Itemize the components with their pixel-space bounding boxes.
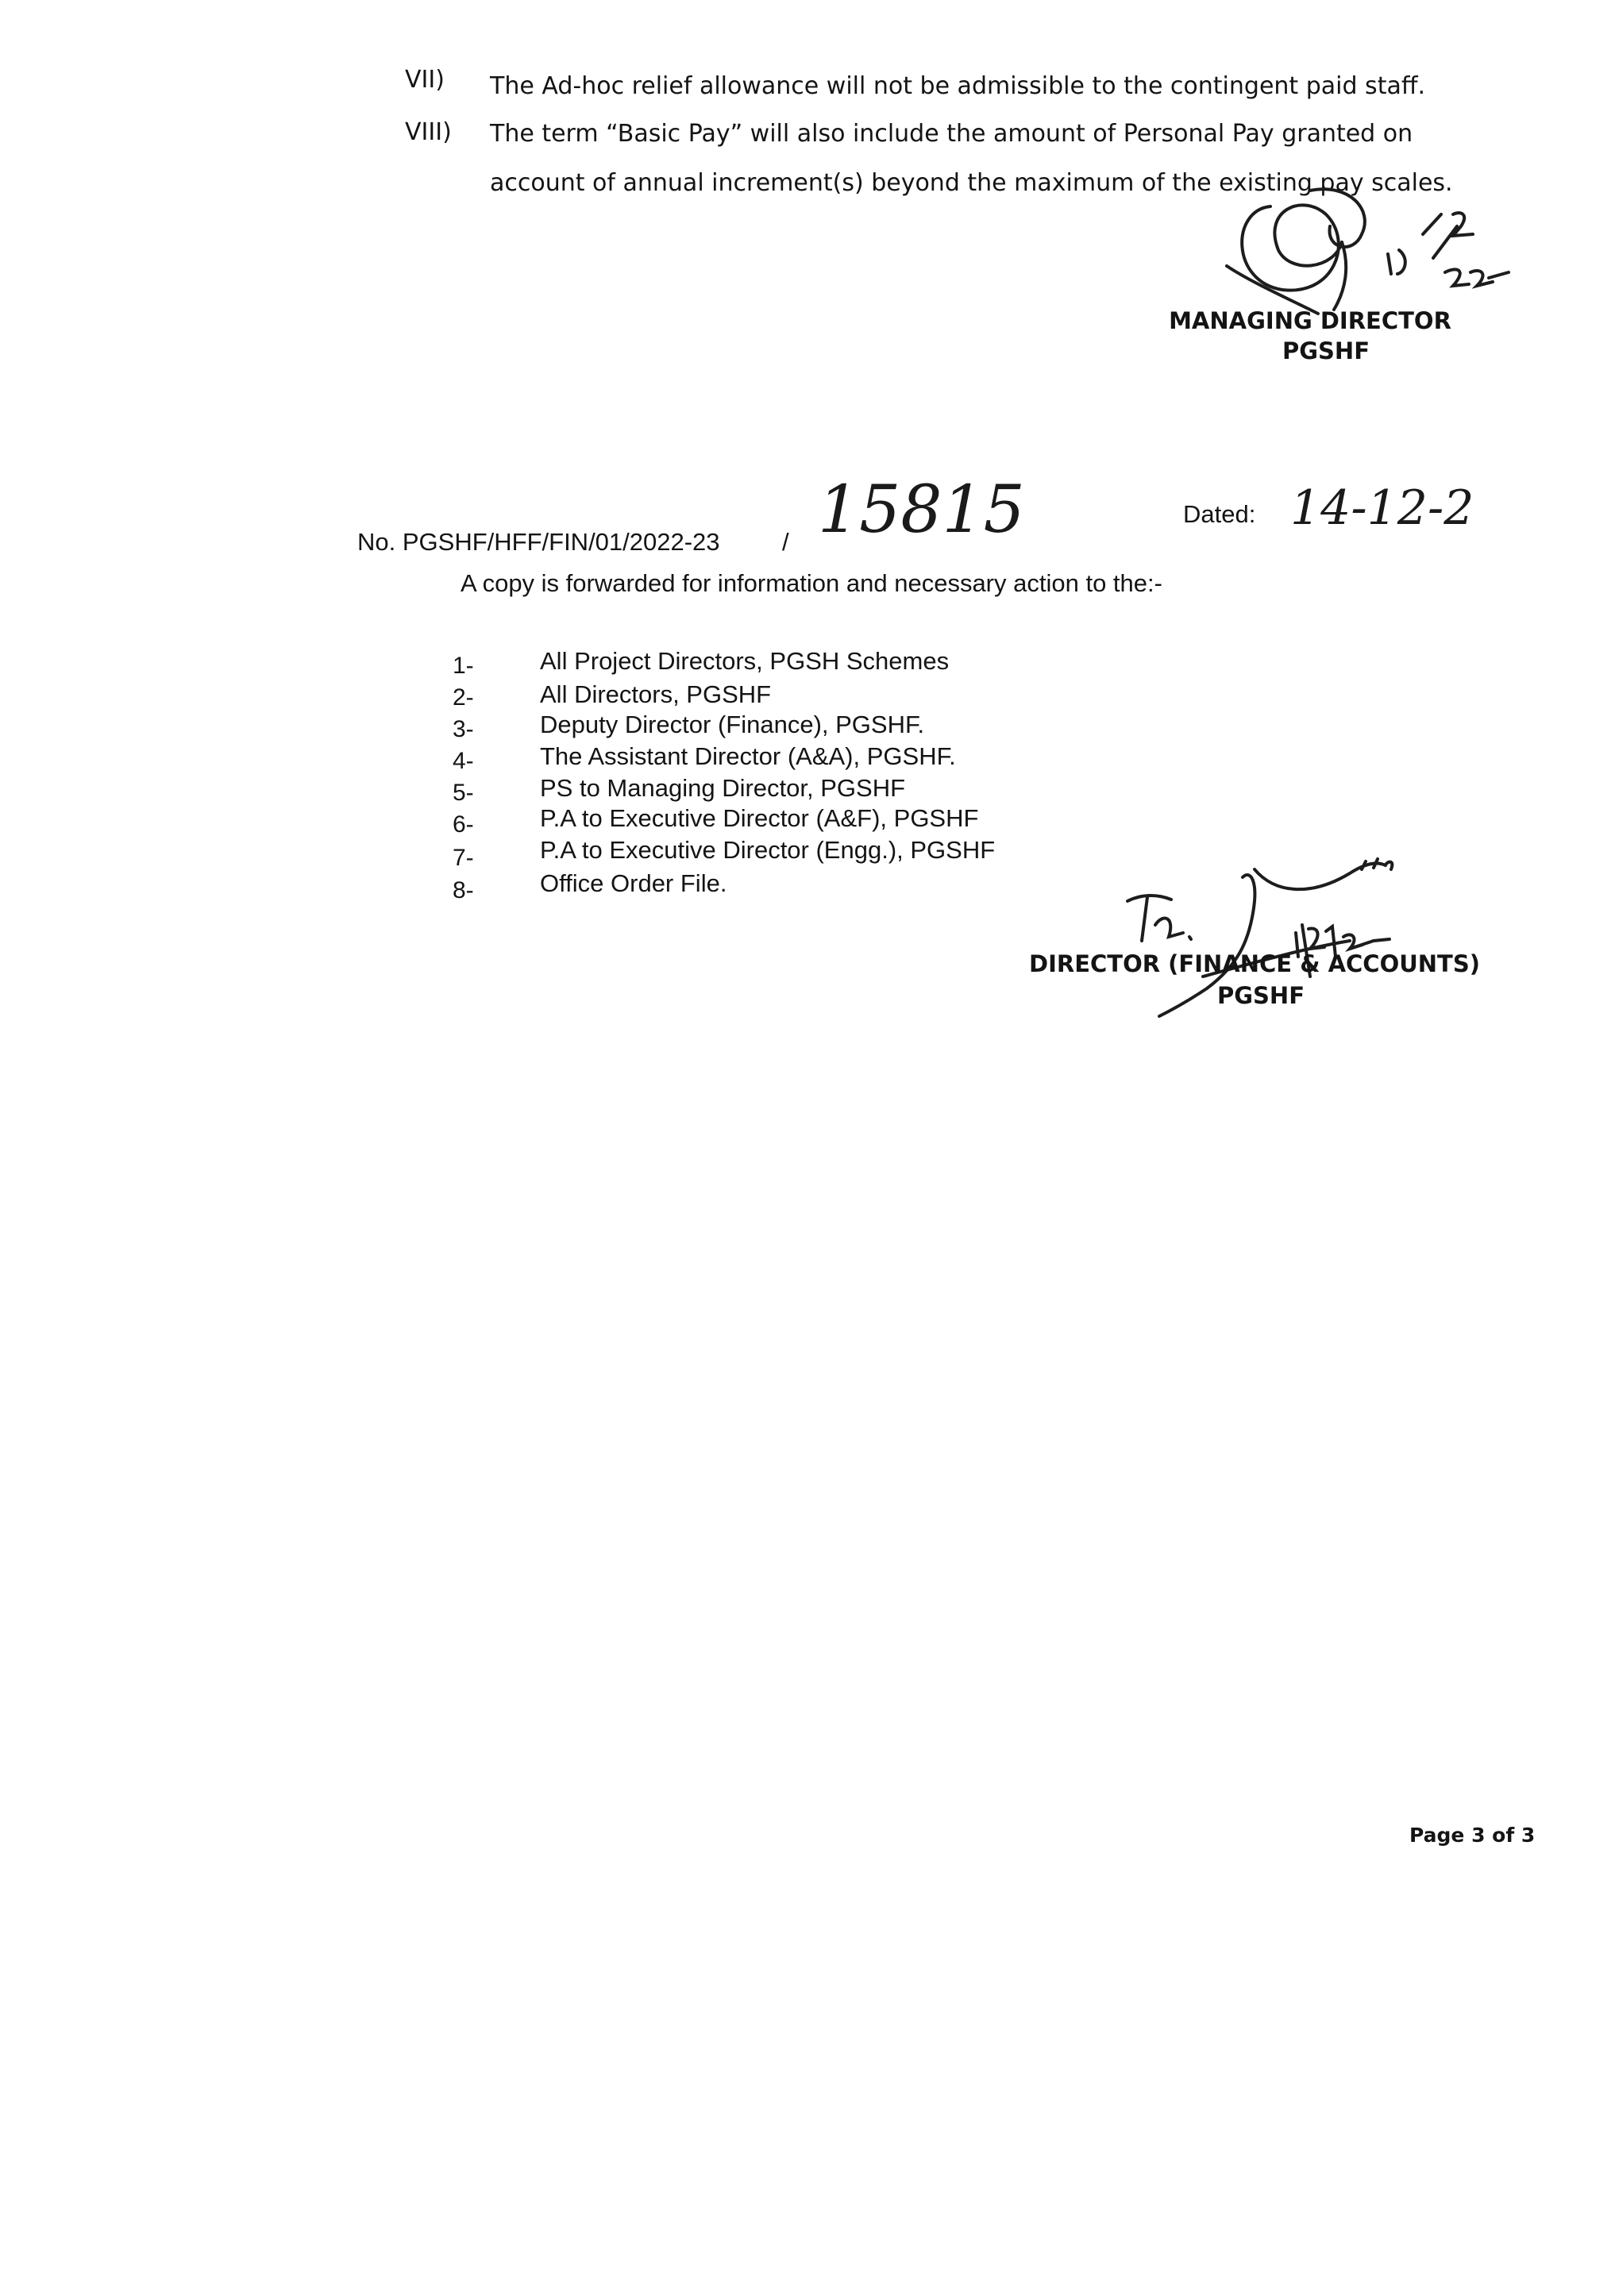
- distribution-recipient: PS to Managing Director, PGSHF: [540, 774, 906, 802]
- distribution-recipient: P.A to Executive Director (A&F), PGSHF: [540, 804, 979, 832]
- distribution-number: 2-: [453, 684, 474, 711]
- distribution-recipient: The Assistant Director (A&A), PGSHF.: [540, 742, 956, 770]
- distribution-number: 7-: [453, 845, 474, 871]
- director-finance-title: DIRECTOR (FINANCE & ACCOUNTS): [1029, 950, 1480, 977]
- reference-number: No. PGSHF/HFF/FIN/01/2022-23: [357, 528, 720, 556]
- clause-vii-number: VII): [405, 66, 445, 94]
- handwritten-dispatch-number: 15815: [818, 472, 1025, 548]
- director-finance-org: PGSHF: [1216, 982, 1305, 1009]
- dated-label: Dated:: [1183, 500, 1256, 528]
- clause-vii-text: The Ad-hoc relief allowance will not be admissible to the contingent paid staff.: [490, 72, 1426, 100]
- distribution-recipient: All Directors, PGSHF: [540, 680, 772, 708]
- distribution-number: 8-: [453, 877, 474, 903]
- distribution-recipient: All Project Directors, PGSH Schemes: [540, 647, 950, 675]
- distribution-number: 4-: [453, 748, 474, 774]
- distribution-number: 5-: [453, 780, 474, 806]
- handwritten-dispatch-date: 14-12-2: [1290, 480, 1474, 536]
- page-number: Page 3 of 3: [1409, 1824, 1536, 1847]
- managing-director-org: PGSHF: [1282, 337, 1370, 364]
- forward-text: A copy is forwarded for information and necessary action to the:-: [461, 569, 1162, 597]
- distribution-number: 6-: [453, 811, 474, 838]
- distribution-recipient: P.A to Executive Director (Engg.), PGSHF: [540, 836, 996, 864]
- clause-viii-text: The term “Basic Pay” will also include the amount of Personal Pay granted on account of annual increment(s) beyond the maximum of the existing pay scales.: [490, 120, 1453, 197]
- reference-separator: /: [782, 528, 789, 556]
- distribution-number: 1-: [453, 653, 474, 679]
- distribution-number: 3-: [453, 716, 474, 742]
- distribution-recipient: Office Order File.: [540, 869, 727, 897]
- managing-director-title: MANAGING DIRECTOR: [1169, 307, 1451, 334]
- distribution-recipient: Deputy Director (Finance), PGSHF.: [540, 711, 925, 738]
- clause-viii-number: VIII): [405, 118, 452, 146]
